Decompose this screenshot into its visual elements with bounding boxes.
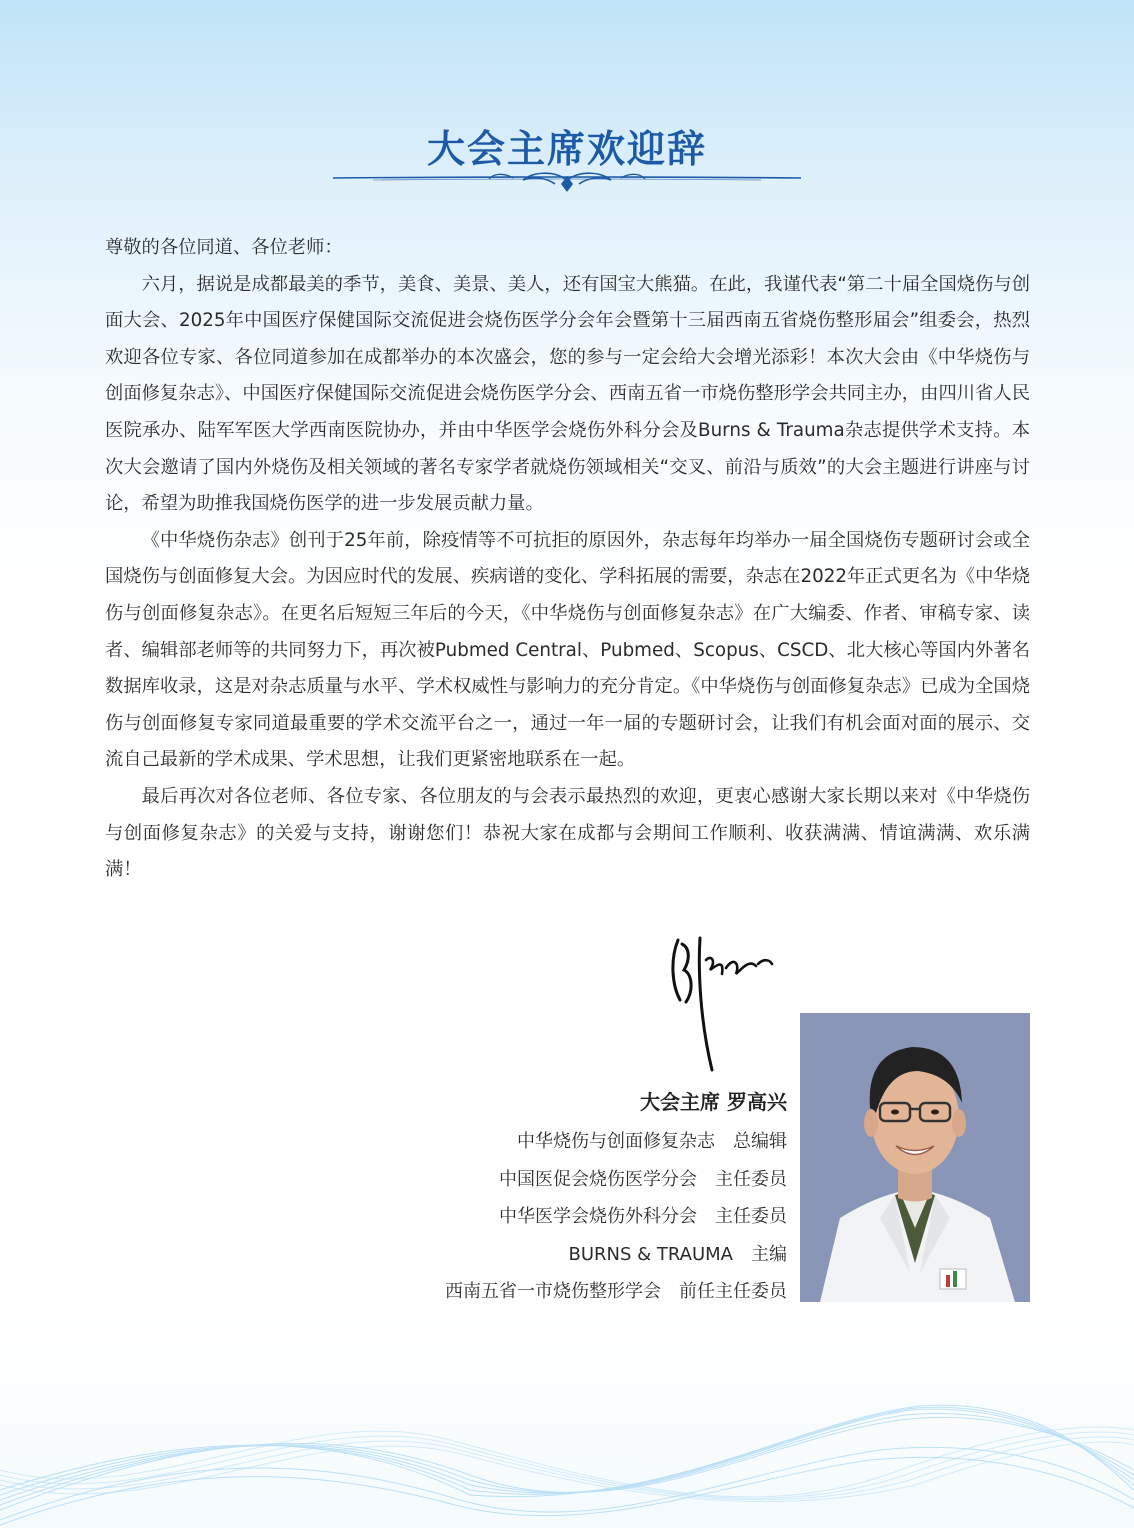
role-line: 中国医促会烧伤医学分会 主任委员: [499, 1168, 787, 1190]
paragraph: 六月，据说是成都最美的季节，美食、美景、美人，还有国宝大熊猫。在此，我谨代表“第二十届全国烧伤与创面大会、2025年中国医疗保健国际交流促进会烧伤医学分会年会暨第十三届西南五省烧伤整形届会”组委会，热烈欢迎各位专家、各位同道参加在成都举办的本次盛会，您的参与一定会给大会增光添彩！本次大会由《中华烧伤与创面修复杂志》、中国医疗保健国际交流促进会烧伤医学分会、西南五省一市烧伤整形学会共同主办，由四川省人民医院承办、陆军军医大学西南医院协办，并由中华医学会烧伤外科分会及Burns & Trauma杂志提供学术支持。本次大会邀请了国内外烧伤及相关领域的著名专家学者就烧伤领域相关“交叉、前沿与质效”的大会主题进行讲座与讨论，希望为助推我国烧伤医学的进一步发展贡献力量。: [105, 273, 1030, 515]
paragraph: 《中华烧伤杂志》创刊于25年前，除疫情等不可抗拒的原因外，杂志每年均举办一届全国烧伤专题研讨会或全国烧伤与创面修复大会。为因应时代的发展、疾病谱的变化、学科拓展的需要，杂志在2022年正式更名为《中华烧伤与创面修复杂志》。在更名后短短三年后的今天，《中华烧伤与创面修复杂志》在广大编委、作者、审稿专家、读者、编辑部老师等的共同努力下，再次被Pubmed Central、Pubmed、Scopus、CSCD、北大核心等国内外著名数据库收录，这是对杂志质量与水平、学术权威性与影响力的充分肯定。《中华烧伤与创面修复杂志》已成为全国烧伤与创面修复专家同道最重要的学术交流平台之一，通过一年一届的专题研讨会，让我们有机会面对面的展示、交流自己最新的学术成果、学术思想，让我们更紧密地联系在一起。: [105, 529, 1030, 771]
role-line: 中华医学会烧伤外科分会 主任委员: [499, 1206, 787, 1227]
role-line: 西南五省一市烧伤整形学会 前任主任委员: [445, 1281, 787, 1302]
chair-portrait: [800, 1013, 1030, 1302]
chair-name: 大会主席 罗高兴: [640, 1090, 787, 1114]
paragraph: 最后再次对各位老师、各位专家、各位朋友的与会表示最热烈的欢迎，更衷心感谢大家长期以来对《中华烧伤与创面修复杂志》的关爱与支持，谢谢您们！恭祝大家在成都与会期间工作顺利、收获满满、情谊满满、欢乐满满！: [105, 785, 1030, 881]
salutation: 尊敬的各位同道、各位老师：: [105, 237, 343, 258]
decorative-waves: [0, 1380, 1134, 1528]
letter-body: [105, 230, 1030, 889]
page-title: 大会主席欢迎辞: [426, 127, 707, 171]
title-ornament: [333, 166, 801, 200]
role-line: 中华烧伤与创面修复杂志 总编辑: [517, 1131, 787, 1152]
chair-credits: [380, 1082, 787, 1311]
role-line: BURNS & TRAUMA 主编: [568, 1243, 787, 1265]
handwritten-signature: [660, 930, 785, 1075]
